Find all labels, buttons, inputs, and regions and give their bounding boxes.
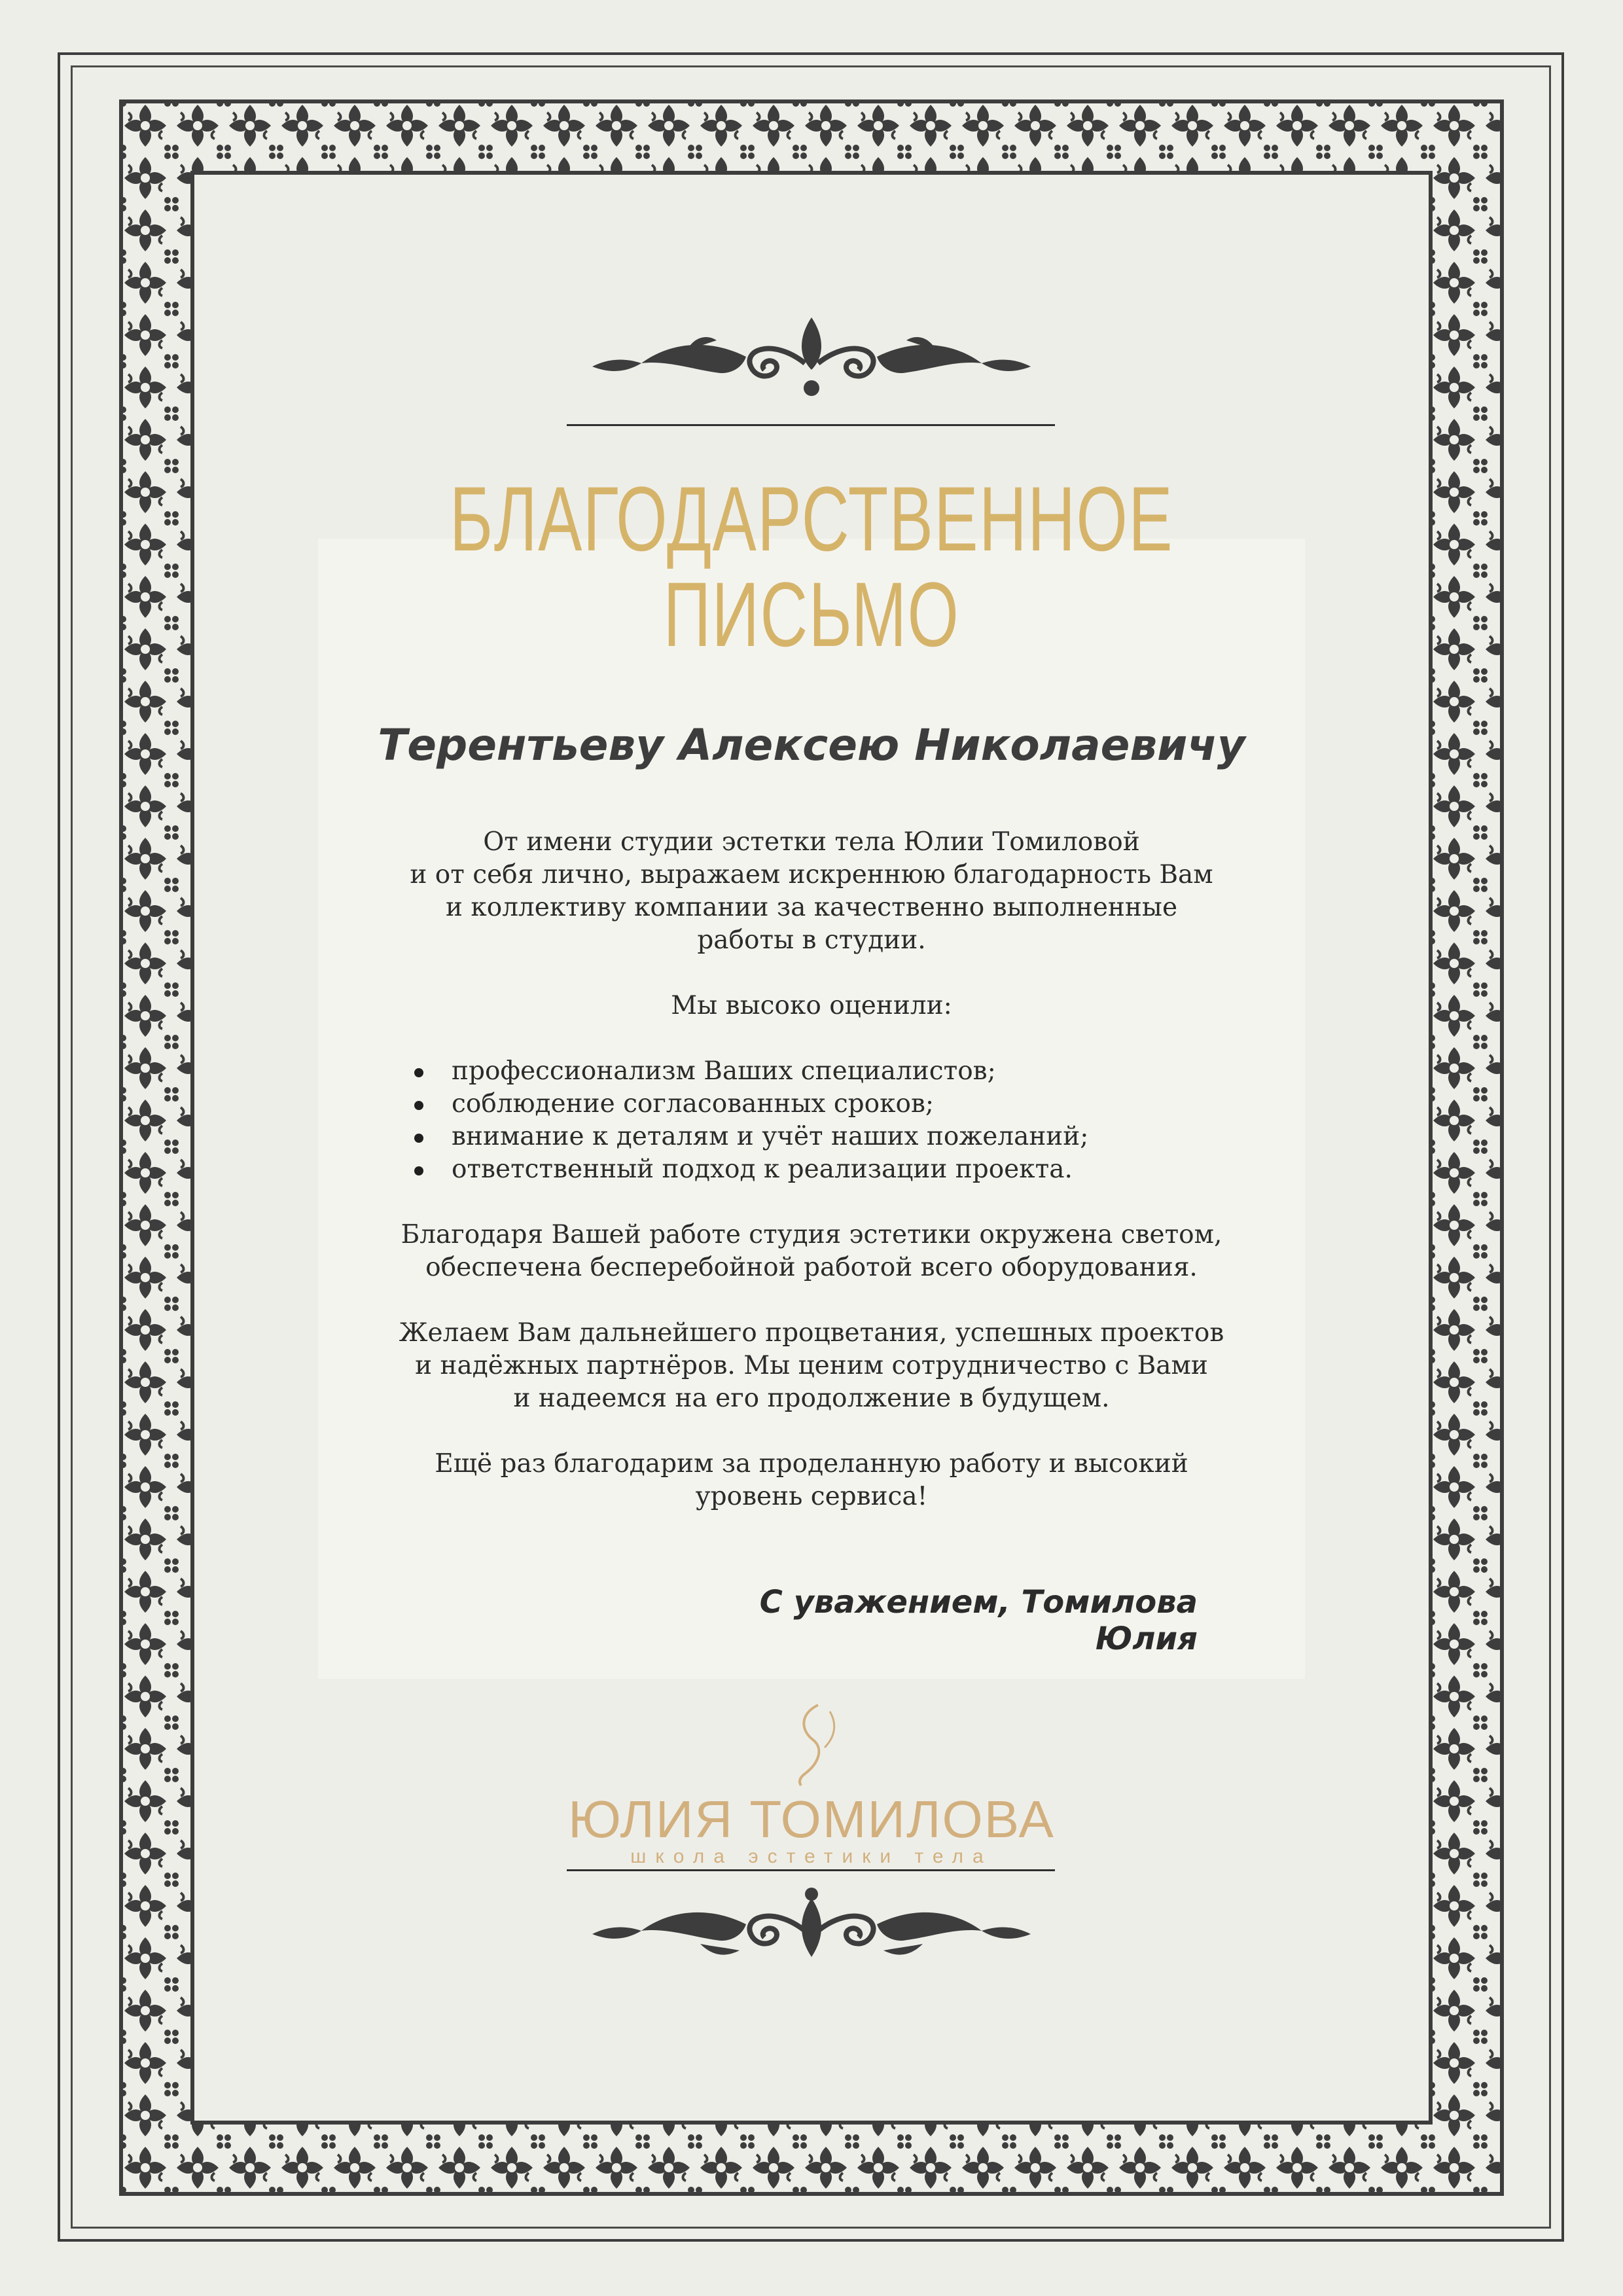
list-item: профессионализм Ваших специалистов; xyxy=(366,1055,1257,1088)
logo-name: ЮЛИЯ ТОМИЛОВА xyxy=(568,1790,1055,1848)
top-divider xyxy=(567,424,1055,426)
wishes-line: Желаем Вам дальнейшего процветания, успешных проектов xyxy=(399,1318,1224,1348)
list-item: ответственный подход к реализации проекта. xyxy=(366,1153,1257,1186)
wishes-line: и надеемся на его продолжение в будущем. xyxy=(513,1384,1110,1413)
result-line: обеспечена бесперебойной работой всего оборудования. xyxy=(425,1253,1198,1282)
title-line-1: БЛАГОДАРСТВЕННОЕ xyxy=(449,467,1174,570)
letter-title xyxy=(227,467,1396,666)
logo-tagline: школа эстетики тела xyxy=(630,1846,993,1867)
result-line: Благодаря Вашей работе студия эстетики окружена светом, xyxy=(401,1220,1222,1249)
signature: С уважением, Томилова Юлия xyxy=(759,1584,1198,1657)
appreciated-heading: Мы высоко оценили: xyxy=(671,991,952,1020)
intro-line: От имени студии эстетки тела Юлии Томиловой xyxy=(483,827,1140,857)
top-flourish-icon xyxy=(0,311,1623,403)
closing-line: уровень сервиса! xyxy=(695,1482,928,1511)
silhouette-icon xyxy=(772,1702,851,1787)
list-item: соблюдение согласованных сроков; xyxy=(366,1088,1257,1121)
bottom-flourish-icon xyxy=(0,1885,1623,1977)
recipient-name: Терентьеву Алексею Николаевичу xyxy=(378,720,1245,770)
appreciation-list xyxy=(366,1055,1257,1186)
title-line-2: ПИСЬМО xyxy=(663,563,960,666)
wishes-line: и надёжных партнёров. Мы ценим сотрудничество с Вами xyxy=(415,1351,1208,1380)
intro-line: работы в студии. xyxy=(697,925,926,955)
studio-logo xyxy=(0,1702,1623,1868)
bottom-divider xyxy=(567,1869,1055,1871)
closing-line: Ещё раз благодарим за проделанную работу и высокий xyxy=(435,1449,1188,1479)
intro-line: и от себя лично, выражаем искреннюю благодарность Вам xyxy=(410,860,1213,889)
intro-line: и коллективу компании за качественно выполненные xyxy=(445,893,1178,922)
letter-body xyxy=(366,826,1257,1513)
list-item: внимание к деталям и учёт наших пожеланий; xyxy=(366,1121,1257,1153)
